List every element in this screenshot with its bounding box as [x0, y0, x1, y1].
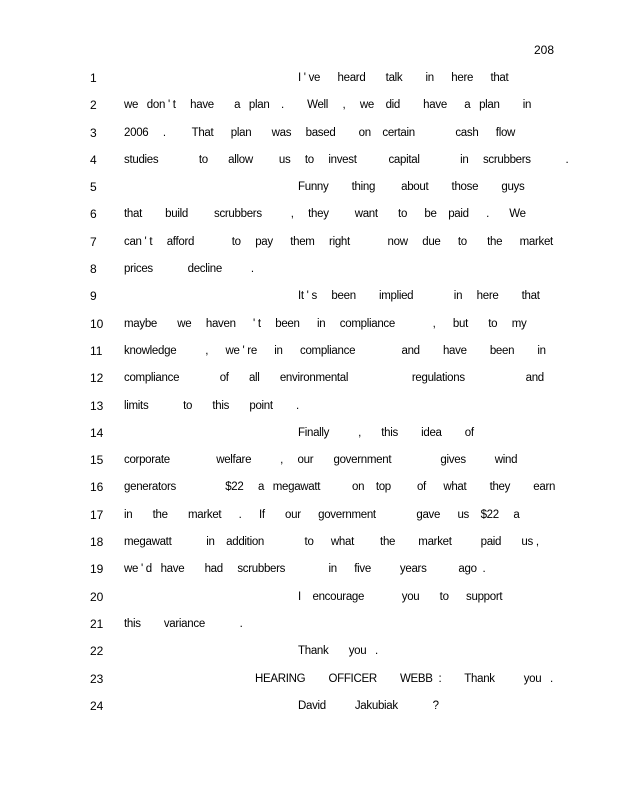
line-number: 14 [90, 425, 104, 440]
line-number: 9 [90, 289, 97, 304]
transcript-line [0, 397, 618, 424]
transcript-line [0, 342, 618, 369]
line-text: Finally , this idea of [298, 426, 474, 439]
line-number: 10 [90, 316, 104, 331]
line-text: in the market . If our government gave us $22 a [124, 508, 520, 521]
line-text: corporate welfare , our government gives wind [124, 454, 518, 467]
transcript-body [0, 69, 618, 724]
line-number: 8 [90, 262, 97, 277]
line-number: 21 [90, 616, 104, 631]
line-number: 15 [90, 453, 104, 468]
line-text: Funny thing about those guys [298, 181, 525, 194]
line-text: I encourage you to support [298, 590, 503, 603]
transcript-line [0, 670, 618, 697]
transcript-line [0, 287, 618, 314]
line-text: 2006 . That plan was based on certain cash flow [124, 126, 516, 139]
line-text: Thank you . [298, 645, 378, 658]
transcript-line [0, 533, 618, 560]
transcript-line [0, 260, 618, 287]
transcript-line [0, 151, 618, 178]
transcript-line [0, 615, 618, 642]
line-text: this variance . [124, 617, 243, 630]
line-number: 16 [90, 480, 104, 495]
transcript-line [0, 642, 618, 669]
transcript-line [0, 369, 618, 396]
line-number: 5 [90, 180, 97, 195]
transcript-line [0, 478, 618, 505]
line-text: It ' s been implied in here that [298, 290, 540, 303]
line-text: limits to this point . [124, 399, 299, 412]
line-text: HEARING OFFICER WEBB : Thank you . [255, 672, 553, 685]
line-number: 18 [90, 535, 104, 550]
line-number: 6 [90, 207, 97, 222]
line-number: 23 [90, 671, 104, 686]
line-text: we don ' t have a plan . Well , we did have a plan in [124, 99, 532, 112]
transcript-line [0, 124, 618, 151]
transcript-line [0, 205, 618, 232]
line-text: can ' t afford to pay them right now due to the market [124, 235, 553, 248]
transcript-line [0, 424, 618, 451]
transcript-line [0, 178, 618, 205]
line-number: 7 [90, 234, 97, 249]
transcript-line [0, 560, 618, 587]
line-text: knowledge , we ' re in compliance and have been in [124, 344, 546, 357]
line-number: 12 [90, 371, 104, 386]
line-text: prices decline . [124, 263, 254, 276]
transcript-line [0, 697, 618, 724]
line-number: 1 [90, 71, 97, 85]
line-number: 13 [90, 398, 104, 413]
transcript-line [0, 588, 618, 615]
line-text: I ' ve heard talk in here that [298, 72, 509, 84]
line-text: generators $22 a megawatt on top of what they earn [124, 481, 556, 494]
line-number: 22 [90, 644, 104, 659]
line-text: megawatt in addition to what the market paid us , [124, 536, 539, 549]
transcript-line [0, 315, 618, 342]
line-number: 24 [90, 698, 104, 713]
line-number: 19 [90, 562, 104, 577]
line-number: 20 [90, 589, 104, 604]
line-text: David Jakubiak ? [298, 699, 439, 712]
line-number: 2 [90, 98, 97, 113]
line-text: that build scrubbers , they want to be paid . We [124, 208, 526, 221]
page-number: 208 [533, 43, 554, 57]
line-number: 4 [90, 152, 97, 167]
line-text: studies to allow us to invest capital in scrubbers . [124, 153, 569, 166]
transcript-line [0, 233, 618, 260]
transcript-line [0, 69, 618, 96]
line-text: maybe we haven ' t been in compliance , but to my [124, 317, 527, 330]
transcript-line [0, 96, 618, 123]
transcript-line [0, 506, 618, 533]
transcript-line [0, 451, 618, 478]
line-text: compliance of all environmental regulations and [124, 372, 544, 385]
line-number: 11 [90, 343, 103, 358]
line-number: 3 [90, 125, 97, 140]
line-number: 17 [90, 507, 104, 522]
line-text: we ' d have had scrubbers in five years ago . [124, 563, 486, 576]
